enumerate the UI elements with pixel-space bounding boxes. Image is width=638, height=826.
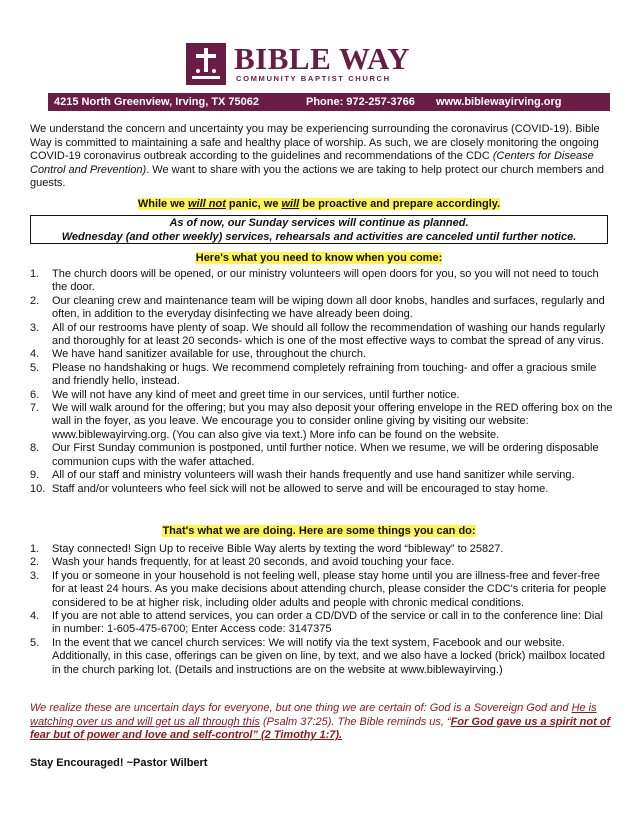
list-item-number: 5. xyxy=(30,361,40,374)
list-item-text: Our cleaning crew and maintenance team will be wiping down all door knobs, handles and surfaces, regularly and often, in addition to the everyday disinfecting we have already been doing. xyxy=(52,294,605,321)
what-to-know-list xyxy=(30,268,614,496)
cdc-definition: (Centers for Disease Control and Prevention) xyxy=(30,150,594,176)
church-cross-icon xyxy=(186,43,226,85)
closing-paragraph: We realize these are uncertain days for everyone, but one thing we are certain of: God is a Sovereign God and He is watching over us and will get us all through this (Psalm 37:25). The Bible reminds us, “For God gave us a spirit not of fear but of power and love and self-control” (2 Timothy 1:7). xyxy=(30,702,611,742)
list-item-number: 8. xyxy=(30,442,40,455)
services-notice-box xyxy=(30,215,608,244)
what-you-can-do-list xyxy=(30,543,614,677)
section-heading-do: That's what we are doing. Here are some things you can do: xyxy=(162,525,476,537)
list-item-number: 9. xyxy=(30,469,40,482)
list-item xyxy=(30,442,614,469)
notice-line-2: Wednesday (and other weekly) services, rehearsals and activities are canceled until further notice. xyxy=(61,230,577,243)
list-item-number: 7. xyxy=(30,402,40,415)
list-item-text: Our First Sunday communion is postponed, until further notice. When we resume, we will be ordering disposable communion cups with the wafer attached. xyxy=(52,442,599,468)
list-item-text: Wash your hands frequently, for at least 20 seconds, and avoid touching your face. xyxy=(52,556,455,569)
list-item-number: 10. xyxy=(30,482,46,495)
list-item-number: 1. xyxy=(30,543,40,555)
list-item-number: 2. xyxy=(30,294,40,307)
list-item-number: 4. xyxy=(30,348,40,361)
church-logo xyxy=(186,43,456,85)
notice-line-1: As of now, our Sunday services will continue as planned. xyxy=(169,217,469,229)
list-item-number: 5. xyxy=(30,636,40,649)
list-item xyxy=(30,402,614,442)
list-item xyxy=(30,389,614,402)
list-item-text: The church doors will be opened, or our ministry volunteers will open doors for you, so you will not need to touch the door. xyxy=(52,268,599,294)
church-subtitle: COMMUNITY BAPTIST CHURCH xyxy=(236,74,391,83)
list-item-number: 6. xyxy=(30,388,40,401)
preparedness-banner: While we will not panic, we will be proactive and prepare accordingly. xyxy=(137,198,501,210)
list-item xyxy=(30,610,614,637)
list-item-text: If you are not able to attend services, you can order a CD/DVD of the service or call in to the conference line: Dial in number: 1-605-475-6700; Enter Access code: 3147375 xyxy=(52,610,603,636)
list-item xyxy=(30,543,614,556)
list-item-number: 3. xyxy=(30,321,40,334)
list-item-number: 3. xyxy=(30,569,40,582)
list-item-text: We will not have any kind of meet and greet time in our services, until further notice. xyxy=(52,388,460,401)
list-item xyxy=(30,637,614,677)
address: 4215 North Greenview, Irving, TX 75062 xyxy=(54,96,260,108)
contact-bar xyxy=(48,93,610,111)
list-item-text: Please no handshaking or hugs. We recommend completely refraining from touching- and offer a gracious smile and friendly hello, instead. xyxy=(52,361,597,388)
list-item xyxy=(30,469,614,482)
list-item xyxy=(30,570,614,610)
intro-paragraph: We understand the concern and uncertainty you may be experiencing surrounding the coronavirus (COVID-19). Bible Way is committed to maintaining a safe and healthy place of worship. As such, we are closely monitoring the ongoing COVID-19 coronavirus outbreak according to the guidelines and recommendations of the CDC (Centers for Disease Control and Prevention). We want to share with you the actions we are taking to help protect our church members and guests. xyxy=(30,123,604,190)
list-item-text: We have hand sanitizer available for use, throughout the church. xyxy=(52,348,367,361)
list-item-text: Staff and/or volunteers who feel sick will not be allowed to serve and will be encouraged to stay home. xyxy=(52,482,549,495)
list-item-number: 4. xyxy=(30,610,40,623)
list-item xyxy=(30,362,614,389)
phone: Phone: 972-257-3766 xyxy=(306,96,415,108)
list-item-number: 1. xyxy=(30,268,40,280)
list-item-number: 2. xyxy=(30,556,40,569)
list-item xyxy=(30,348,614,361)
timothy-verse: For God gave us a spirit not of fear but of power and love and self-control” (2 Timothy 1:7). xyxy=(30,715,611,742)
website-link[interactable]: www.biblewayirving.org xyxy=(436,96,562,108)
watching-over-us: He is watching over us and will get us all through this xyxy=(30,702,597,728)
list-item-text: All of our staff and ministry volunteers will wash their hands frequently and use hand sanitizer while serving. xyxy=(52,469,575,482)
list-item-text: All of our restrooms have plenty of soap. We should all follow the recommendation of washing our hands regularly and thoroughly for at least 20 seconds- which is one of the most effective ways to combat the spread of any virus. xyxy=(52,321,606,348)
section-heading-come: Here's what you need to know when you come: xyxy=(195,252,443,264)
list-item-text: Stay connected! Sign Up to receive Bible Way alerts by texting the word “bibleway” to 25827. xyxy=(52,543,504,555)
list-item-text: We will walk around for the offering; but you may also deposit your offering envelope in the RED offering box on the wall in the foyer, as you leave. We encourage you to consider online giving by visiting our website: www.biblewayirving.org. (You can also give via text.) More info can be found on the website. xyxy=(52,402,613,441)
list-item-text: In the event that we cancel church services: We will notify via the text system, Facebook and our website. Additionally, in this case, offerings can be given on line, by text, and we also have a locked (brick) mailbox located in the church parking lot. (Details and instructions are on the website at www.biblewayirving.) xyxy=(52,636,605,676)
pastor-signoff: Stay Encouraged! ~Pastor Wilbert xyxy=(30,757,208,769)
list-item xyxy=(30,268,614,295)
list-item xyxy=(30,556,614,569)
list-item xyxy=(30,322,614,349)
list-item xyxy=(30,295,614,322)
list-item-text: If you or someone in your household is not feeling well, please stay home until you are illness-free and fever-free for at least 24 hours. As you make decisions about attending church, please consider the CDC's criteria for people considered to be at higher risk, including older adults and people with chronic medical conditions. xyxy=(52,569,607,609)
church-name: BIBLE WAY xyxy=(234,41,410,76)
list-item xyxy=(30,483,614,496)
